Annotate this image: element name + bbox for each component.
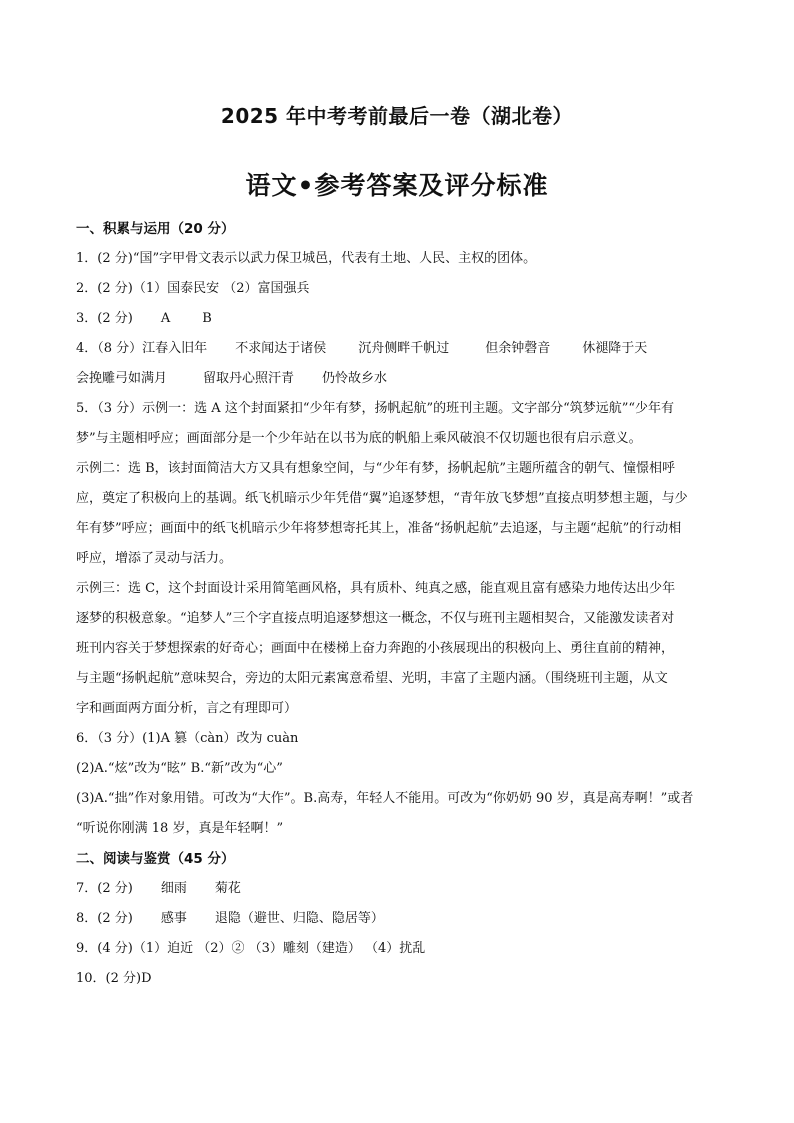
answer-key-title: 语文•参考答案及评分标准 bbox=[245, 171, 549, 200]
q3-answer-1: A bbox=[160, 311, 171, 326]
answer-q5-line: 逐梦的积极意象。“追梦人”三个字直接点明追逐梦想这一概念，不仅与班刊主题相契合，又能激发读者对 bbox=[76, 611, 675, 626]
q4-label: 4．（8 分）江春入旧年 bbox=[76, 341, 208, 356]
q8-answer-1: 感事 bbox=[160, 911, 187, 926]
q4-item-7: 仍怜故乡水 bbox=[322, 371, 388, 386]
q4-item-5: 会挽雕弓如满月 bbox=[76, 371, 168, 386]
answer-content bbox=[76, 214, 720, 994]
q8-label: 8．(2 分) bbox=[76, 911, 133, 926]
answer-q5-line: 示例三：选 C，这个封面设计采用简笔画风格，具有质朴、纯真之感，能直观且富有感染力地传达出少年 bbox=[76, 581, 676, 596]
answer-q5-line: 示例二：选 B，该封面简洁大方又具有想象空间，与“少年有梦，扬帆起航”主题所蕴含的朝气、憧憬相呼 bbox=[76, 461, 675, 476]
answer-q5-line: 班刊内容关于梦想探索的好奇心；画面中在楼梯上奋力奔跑的小孩展现出的积极向上、勇往直前的精神， bbox=[76, 641, 675, 656]
answer-q6-line: 6．（3 分）(1)A 篡（càn）改为 cuàn bbox=[76, 731, 299, 746]
section-heading-1: 一、积累与运用（20 分） bbox=[76, 221, 235, 237]
q3-label: 3．(2 分) bbox=[76, 311, 133, 326]
answer-q6-line: “听说你刚满 18 岁，真是年轻啊！” bbox=[76, 821, 284, 836]
q4-item-4: 休褪降于天 bbox=[582, 341, 648, 356]
answer-q5-line: 年有梦”呼应；画面中的纸飞机暗示少年将梦想寄托其上，准备“扬帆起航”去追逐，与主题“起航”的行动相 bbox=[76, 521, 682, 536]
q4-item-6: 留取丹心照汗青 bbox=[203, 371, 295, 386]
answer-q5-line: 5．（3 分）示例一：选 A 这个封面紧扣“少年有梦，扬帆起航”的班刊主题。文字部分“筑梦远航”“少年有 bbox=[76, 401, 675, 416]
answer-q5-line: 呼应，增添了灵动与活力。 bbox=[76, 551, 233, 566]
answer-q5-line: 应，奠定了积极向上的基调。纸飞机暗示少年凭借“翼”追逐梦想，“青年放飞梦想”直接点明梦想主题，与少 bbox=[76, 491, 688, 506]
answer-q10: 10．(2 分)D bbox=[76, 971, 152, 986]
answer-q7 bbox=[76, 874, 720, 904]
answer-q5-line: 字和画面两方面分析，言之有理即可） bbox=[76, 701, 298, 716]
answer-q5-line: 与主题“扬帆起航”意味契合，旁边的太阳元素寓意希望、光明，丰富了主题内涵。（围绕班刊主题，从文 bbox=[76, 671, 668, 686]
answer-q8 bbox=[76, 904, 720, 934]
q7-answer-1: 细雨 bbox=[160, 881, 187, 896]
q7-label: 7．(2 分) bbox=[76, 881, 133, 896]
answer-q4-line1 bbox=[76, 334, 720, 364]
q4-item-1: 不求闻达于诸侯 bbox=[235, 341, 327, 356]
answer-q4-line2 bbox=[76, 364, 720, 394]
q3-answer-2: B bbox=[202, 311, 212, 326]
answer-q3 bbox=[76, 304, 720, 334]
exam-title: 2025 年中考考前最后一卷（湖北卷） bbox=[220, 104, 574, 128]
answer-q6-line: (2)A.“炫”改为“眩” B.“新”改为“心” bbox=[76, 761, 283, 776]
q7-answer-2: 菊花 bbox=[214, 881, 241, 896]
answer-q1: 1．(2 分)“国”字甲骨文表示以武力保卫城邑，代表有土地、人民、主权的团体。 bbox=[76, 251, 537, 266]
answer-q6-line: (3)A.“拙”作对象用错。可改为“大作”。B.高寿，年轻人不能用。可改为“你奶奶 90 岁，真是高寿啊！”或者 bbox=[76, 791, 694, 806]
q4-item-2: 沉舟侧畔千帆过 bbox=[358, 341, 450, 356]
q8-answer-2: 退隐（避世、归隐、隐居等） bbox=[214, 911, 384, 926]
section-heading-2: 二、阅读与鉴赏（45 分） bbox=[76, 851, 235, 867]
q4-item-3: 但余钟磬音 bbox=[485, 341, 551, 356]
answer-q2: 2．(2 分)（1）国泰民安 （2）富国强兵 bbox=[76, 281, 310, 296]
answer-q5-line: 梦”与主题相呼应；画面部分是一个少年站在以书为底的帆船上乘风破浪不仅切题也很有启示意义。 bbox=[76, 431, 642, 446]
answer-q9: 9．(4 分)（1）迫近 （2）② （3）雕刻（建造） （4）扰乱 bbox=[76, 941, 426, 956]
